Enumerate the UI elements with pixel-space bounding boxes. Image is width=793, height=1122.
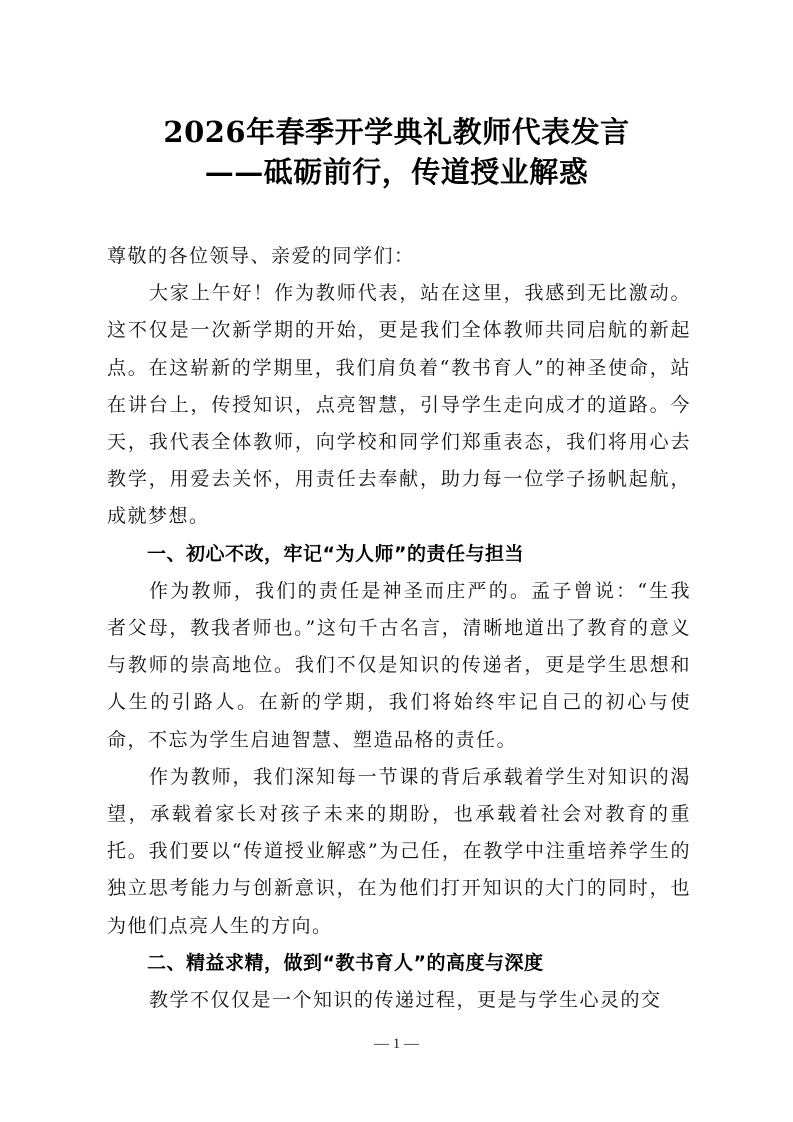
section-heading-2: 二、精益求精，做到“教书育人”的高度与深度 bbox=[147, 951, 544, 974]
paragraph: 教学不仅仅是一个知识的传递过程，更是与学生心灵的交 bbox=[149, 989, 662, 1012]
paragraph: 作为教师，我们深知每一节课的背后承载着学生对知识的渴望，承载着家长对孩子未来的期盼，也承载着社会对教育的重托。我们要以“传道授业解惑”为己任，在教学中注重培养学生的独立思考能力与创新意识，在为他们打开知识的大门的同时，也为他们点亮人生的方向。 bbox=[107, 765, 691, 937]
title-block bbox=[0, 112, 793, 192]
paragraph-intro: 大家上午好！作为教师代表，站在这里，我感到无比激动。这不仅是一次新学期的开始，更是我们全体教师共同启航的新起点。在这崭新的学期里，我们肩负着“教书育人”的神圣使命，站在讲台上，传授知识，点亮智慧，引导学生走向成才的道路。今天，我代表全体教师，向学校和同学们郑重表态，我们将用心去教学，用爱去关怀，用责任去奉献，助力每一位学子扬帆起航，成就梦想。 bbox=[107, 282, 691, 528]
salutation: 尊敬的各位领导、亲爱的同学们： bbox=[107, 245, 415, 267]
section-heading-1: 一、初心不改，牢记“为人师”的责任与担当 bbox=[147, 542, 524, 565]
document-subtitle: ——砥砺前行，传道授业解惑 bbox=[204, 155, 589, 189]
document-body bbox=[107, 238, 691, 1019]
document-title: 2026年春季开学典礼教师代表发言 bbox=[163, 115, 630, 149]
paragraph: 作为教师，我们的责任是神圣而庄严的。孟子曾说：“生我者父母，教我者师也。”这句千古名言，清晰地道出了教育的意义与教师的崇高地位。我们不仅是知识的传递者，更是学生思想和人生的引路人。在新的学期，我们将始终牢记自己的初心与使命，不忘为学生启迪智慧、塑造品格的责任。 bbox=[107, 579, 691, 751]
page-number: — 1 — bbox=[374, 1036, 419, 1052]
